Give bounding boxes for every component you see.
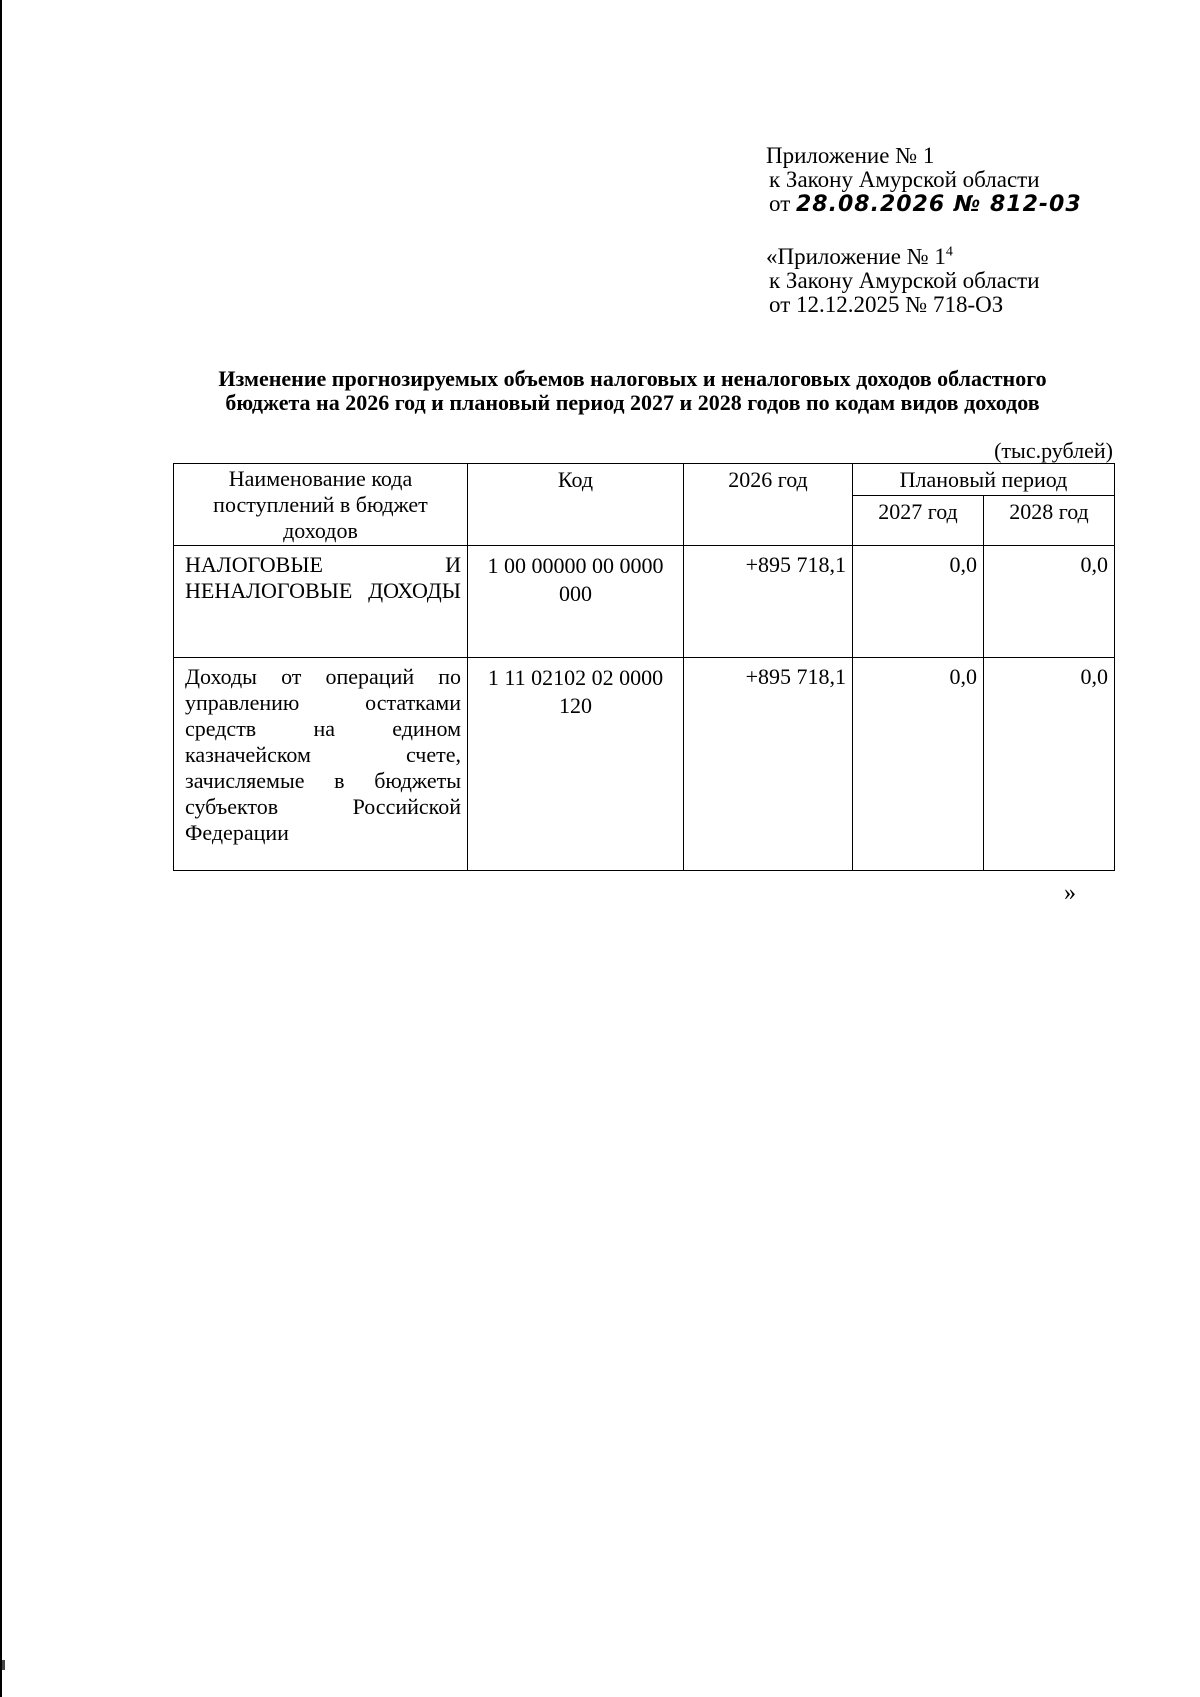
appendix-law: к Закону Амурской области [769,167,1040,192]
header-planned-period: Плановый период [853,464,1115,496]
row-2028: 0,0 [984,658,1115,871]
header-code: Код [468,464,684,546]
appendix-number: Приложение № 1 [766,143,935,168]
handwritten-date-number: 28.08.2026 № 812-03 [796,192,1082,217]
document-title-line1: Изменение прогнозируемых объемов налоговых и неналоговых доходов областного [218,366,1047,391]
appendix-date-prefix: от [769,191,791,216]
table-row [174,546,1115,658]
row-2027: 0,0 [853,546,984,658]
page-edge [0,0,2,1697]
header-name: Наименование кода поступлений в бюджет доходов [174,464,468,546]
row-code: 1 00 00000 00 0000 000 [468,546,684,658]
row-2026: +895 718,1 [684,546,853,658]
row-2027: 0,0 [853,658,984,871]
row-2026: +895 718,1 [684,658,853,871]
document-title [150,367,1115,415]
table-row [174,658,1115,871]
original-appendix-number [766,245,1040,269]
closing-quote: » [1064,880,1076,906]
original-appendix-header [766,245,1040,317]
header-2028: 2028 год [984,496,1115,546]
original-appendix-law: к Закону Амурской области [769,268,1040,293]
row-code: 1 11 02102 02 0000 120 [468,658,684,871]
table-header-row [174,464,1115,496]
original-appendix-superscript: 4 [945,244,953,260]
row-name: Доходы от операций по управлению остатками средств на едином казначейском счете, зачисляемые в бюджеты субъектов Российской Федерации [174,658,468,871]
header-2027: 2027 год [853,496,984,546]
document-title-line2: бюджета на 2026 год и плановый период 2027 и 2028 годов по кодам видов доходов [225,390,1040,415]
row-name: НАЛОГОВЫЕ И НЕНАЛОГОВЫЕ ДОХОДЫ [174,546,468,658]
unit-label: (тыс.рублей) [994,438,1113,463]
appendix-header [766,144,1082,217]
original-appendix-number-text: «Приложение № 1 [766,244,946,269]
row-2028: 0,0 [984,546,1115,658]
revenue-table [173,463,1115,871]
header-2026: 2026 год [684,464,853,546]
scan-mark [2,1660,5,1670]
appendix-date-line [766,192,1082,217]
original-appendix-date: от 12.12.2025 № 718-ОЗ [769,292,1004,317]
